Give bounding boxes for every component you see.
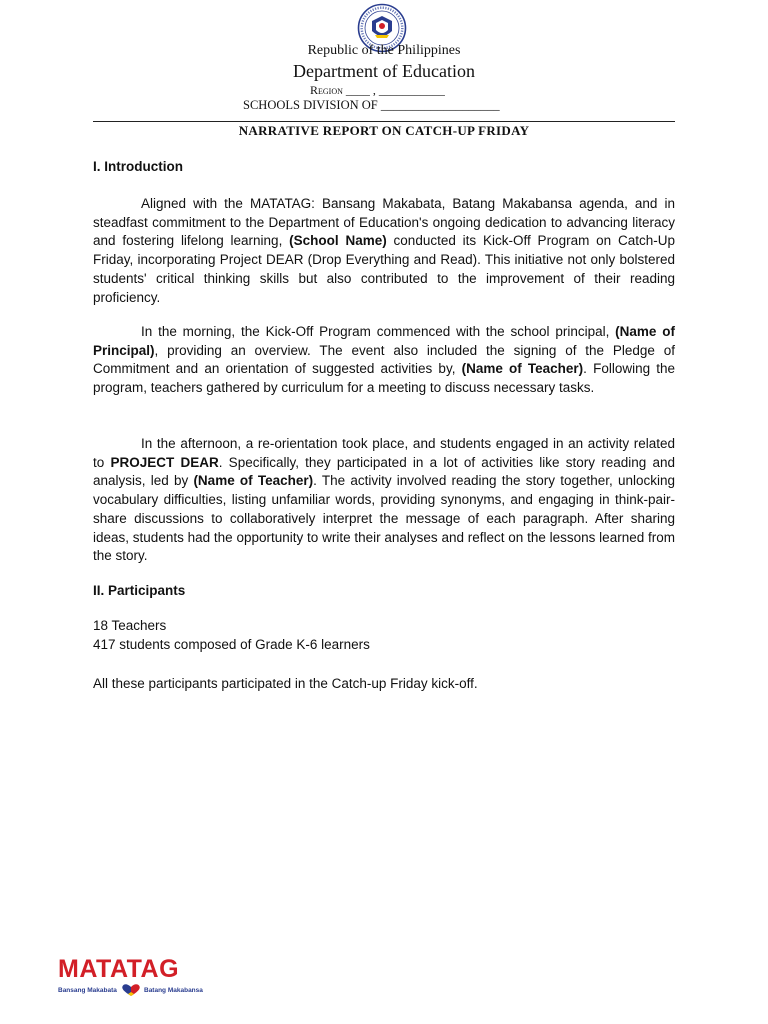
matatag-logo — [58, 955, 208, 1000]
bold-placeholder-text: (Name of Principal) — [93, 324, 675, 358]
department-line: Department of Education — [293, 61, 475, 81]
paragraph-text: . The activity involved reading the story together, unlocking vocabulary difficulties, listing unfamiliar words, providing synonyms, and engaging in think-pair-share discussions to collaboratively interpret the message of each paragraph. After sharing ideas, students had the opportunity to write their analyses and reflect on the lessons learned from the story. — [93, 473, 676, 564]
paragraph-introduction-1 — [93, 195, 675, 307]
logo-wordmark: MATATAG — [58, 955, 180, 983]
report-title: NARRATIVE REPORT ON CATCH-UP FRIDAY — [238, 123, 530, 138]
bold-placeholder-text: PROJECT DEAR — [110, 454, 219, 470]
paragraph-text: In the morning, the Kick-Off Program commenced with the school principal, — [141, 324, 616, 339]
bold-placeholder-text: (Name of Teacher) — [461, 361, 584, 377]
header-rule — [93, 121, 675, 122]
bold-placeholder-text: (School Name) — [289, 233, 387, 249]
participants-closing: All these participants participated in the Catch-up Friday kick-off. — [93, 676, 478, 691]
paragraph-introduction-2 — [93, 323, 675, 398]
section-heading-participants: II. Participants — [93, 583, 186, 598]
paragraph-introduction-3 — [93, 435, 675, 566]
heart-hands-icon — [120, 983, 142, 997]
bold-placeholder-text: (Name of Teacher) — [193, 473, 314, 489]
paragraph-text: In the afternoon, a re-orientation took place, and students engaged in an activity related to — [93, 436, 675, 470]
paragraph-text: Aligned with the MATATAG: Bansang Makabata, Batang Makabansa agenda, and in steadfast commitment to the Department of Education's ongoing dedication to advancing literacy and fostering lifelong learning, — [93, 196, 675, 249]
paragraph-text: . Following the program, teachers gathered by curriculum for a meeting to discuss necessary tasks. — [93, 361, 676, 396]
paragraph-text: conducted its Kick-Off Program on Catch-Up Friday, incorporating Project DEAR (Drop Everything and Read). This initiative not only bolstered students' critical thinking skills but also contributed to the improvement of their reading proficiency. — [93, 233, 675, 305]
participants-students: 417 students composed of Grade K-6 learners — [93, 637, 370, 652]
logo-tagline-right: Batang Makabansa — [144, 987, 203, 994]
republic-line: Republic of the Philippines — [307, 43, 461, 58]
division-line: SCHOOLS DIVISION OF ___________________ — [243, 98, 500, 112]
paragraph-text: , providing an overview. The event also included the signing of the Pledge of Commitment and an orientation of suggested activities by, — [93, 342, 675, 377]
region-line: Region ____ , ___________ — [310, 83, 445, 97]
paragraph-text: . Specifically, they participated in a lot of activities like story reading and analysis, led by — [93, 454, 676, 489]
participants-teachers: 18 Teachers — [93, 618, 167, 633]
section-heading-introduction: I. Introduction — [93, 159, 183, 174]
logo-tagline-left: Bansang Makabata — [58, 987, 117, 994]
